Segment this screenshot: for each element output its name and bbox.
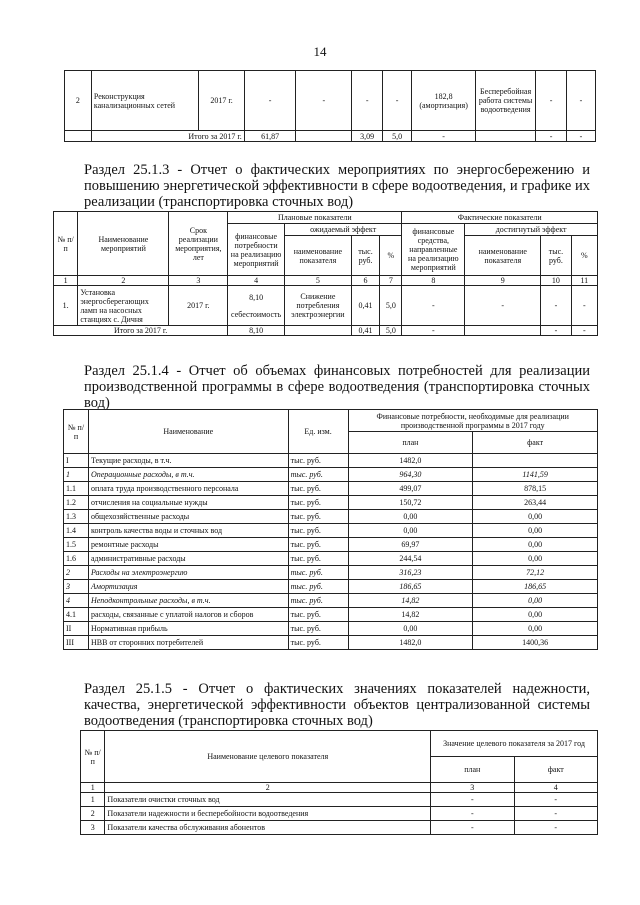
page-number: 14 xyxy=(313,44,327,59)
cell-unit: тыс. руб. xyxy=(288,622,348,636)
plan-funds-note: себестоимость xyxy=(231,309,282,319)
cell: - xyxy=(465,286,541,326)
cell: - xyxy=(571,326,597,336)
cell-name: ремонтные расходы xyxy=(88,538,288,552)
cell-plan: - xyxy=(431,807,514,821)
col-number: 3 xyxy=(431,783,514,793)
col-number: 7 xyxy=(380,276,402,286)
cell-name: Показатели очистки сточных вод xyxy=(105,793,431,807)
cell-name: административные расходы xyxy=(88,552,288,566)
col-number: 2 xyxy=(105,783,431,793)
cell-plan: 1482,0 xyxy=(348,454,473,468)
cell-name: Расходы на электроэнергию xyxy=(88,566,288,580)
col-thousand-rub-2: тыс. руб. xyxy=(541,236,571,276)
table-row xyxy=(64,608,598,622)
cell-name: Амортизация xyxy=(88,580,288,594)
actual-funds: 182,8 (амортизация) xyxy=(412,71,476,131)
cell: - xyxy=(352,71,383,131)
cell-num: 1.5 xyxy=(64,538,89,552)
cell-fact: - xyxy=(514,807,597,821)
cell-plan: 244,54 xyxy=(348,552,473,566)
cell: - xyxy=(402,286,465,326)
cell-num: III xyxy=(64,636,89,650)
cell-unit: тыс. руб. xyxy=(288,566,348,580)
total-row xyxy=(65,131,596,142)
cell-num: 4 xyxy=(64,594,89,608)
col-actual-funds: финансовые средства, направленные на реализацию мероприятий xyxy=(402,224,465,276)
cell-fact: - xyxy=(514,821,597,835)
col-needs: Финансовые потребности, необходимые для реализации производственной программы в 2017 году xyxy=(348,410,598,432)
cell-fact: 1141,59 xyxy=(473,468,598,482)
row-name: Реконструкция канализационных сетей xyxy=(91,71,198,131)
row-indicator: Снижение потребления электроэнергии xyxy=(284,286,351,326)
row-value: 0,41 xyxy=(351,286,379,326)
cell-plan: - xyxy=(431,821,514,835)
col-fact: факт xyxy=(514,757,597,783)
cell-unit: тыс. руб. xyxy=(288,468,348,482)
cell-fact: 878,15 xyxy=(473,482,598,496)
cell-plan: 0,00 xyxy=(348,510,473,524)
total-percent: 5,0 xyxy=(383,131,412,142)
cell-fact: 0,00 xyxy=(473,524,598,538)
col-number: 6 xyxy=(351,276,379,286)
cell: - xyxy=(244,71,296,131)
cell-name: Текущие расходы, в т.ч. xyxy=(88,454,288,468)
col-percent: % xyxy=(380,236,402,276)
col-number: 11 xyxy=(571,276,597,286)
cell: - xyxy=(567,131,596,142)
plan-funds-value: 8,10 xyxy=(249,292,264,302)
col-indicator-2: наименование показателя xyxy=(465,236,541,276)
table-row xyxy=(64,594,598,608)
cell-plan: 14,82 xyxy=(348,608,473,622)
table-row xyxy=(81,807,598,821)
cell: - xyxy=(571,286,597,326)
col-planned: Плановые показатели xyxy=(228,212,402,224)
financial-needs-table xyxy=(63,409,598,650)
cell-unit: тыс. руб. xyxy=(288,524,348,538)
table-row xyxy=(64,482,598,496)
cell-fact: 1400,36 xyxy=(473,636,598,650)
col-number: 1 xyxy=(54,276,78,286)
column-numbers-row xyxy=(81,783,598,793)
reliability-table xyxy=(80,730,598,835)
cell-fact: 263,44 xyxy=(473,496,598,510)
cell-name: Нормативная прибыль xyxy=(88,622,288,636)
cell: - xyxy=(541,286,571,326)
col-plan: план xyxy=(348,432,473,454)
col-number: 5 xyxy=(284,276,351,286)
cell-name: Показатели надежности и бесперебойности водоотведения xyxy=(105,807,431,821)
cell-num: 4.1 xyxy=(64,608,89,622)
col-number: 8 xyxy=(402,276,465,286)
continuation-table xyxy=(64,70,596,142)
cell: - xyxy=(296,71,352,131)
cell-name: оплата труда производственного персонала xyxy=(88,482,288,496)
cell-plan: 1482,0 xyxy=(348,636,473,650)
cell-plan: 964,30 xyxy=(348,468,473,482)
cell-fact: 72,12 xyxy=(473,566,598,580)
cell-unit: тыс. руб. xyxy=(288,496,348,510)
col-number: 2 xyxy=(78,276,169,286)
cell-fact: 0,00 xyxy=(473,552,598,566)
cell-unit: тыс. руб. xyxy=(288,482,348,496)
cell-unit: тыс. руб. xyxy=(288,636,348,650)
table-row xyxy=(64,622,598,636)
row-name: Установка энергосберегающих ламп на насосных станциях с. Дичня xyxy=(78,286,169,326)
table-row xyxy=(64,538,598,552)
section-title xyxy=(84,681,590,729)
cell-plan: 186,65 xyxy=(348,580,473,594)
cell-num: 1 xyxy=(64,468,89,482)
col-value: Значение целевого показателя за 2017 год xyxy=(431,731,598,757)
cell: - xyxy=(536,131,567,142)
cell-num: 1.6 xyxy=(64,552,89,566)
col-actual: Фактические показатели xyxy=(402,212,598,224)
total-value: 0,41 xyxy=(351,326,379,336)
table-row xyxy=(64,524,598,538)
cell-num: 2 xyxy=(81,807,105,821)
section-title xyxy=(84,363,590,411)
col-number: 4 xyxy=(228,276,285,286)
col-num: № п/п xyxy=(64,410,89,454)
total-label: Итого за 2017 г. xyxy=(54,326,228,336)
col-plan: план xyxy=(431,757,514,783)
table-row xyxy=(81,821,598,835)
cell-fact: 0,00 xyxy=(473,510,598,524)
section-title-text: Раздел 25.1.4 - Отчет об объемах финансовых потребностей для реализации производственной программы в сфере водоотведения (транспортировка сточных вод) xyxy=(84,363,590,411)
cell-plan: 316,23 xyxy=(348,566,473,580)
cell-plan: 0,00 xyxy=(348,622,473,636)
table-row xyxy=(64,496,598,510)
table-row xyxy=(65,71,596,131)
cell-plan: 150,72 xyxy=(348,496,473,510)
col-number: 4 xyxy=(514,783,597,793)
cell-plan: 69,97 xyxy=(348,538,473,552)
cell-name: Операционные расходы, в т.ч. xyxy=(88,468,288,482)
col-name: Наименование xyxy=(88,410,288,454)
col-plan-funds: финансовые потребности на реализацию мероприятий xyxy=(228,224,285,276)
col-number: 1 xyxy=(81,783,105,793)
cell-name: Показатели качества обслуживания абонентов xyxy=(105,821,431,835)
cell: - xyxy=(567,71,596,131)
cell: - xyxy=(402,326,465,336)
cell-unit: тыс. руб. xyxy=(288,538,348,552)
cell: - xyxy=(536,71,567,131)
row-period: 2017 г. xyxy=(199,71,244,131)
col-achieved-effect: достигнутый эффект xyxy=(465,224,598,236)
col-period: Срок реализации мероприятия, лет xyxy=(169,212,228,276)
col-num: № п/п xyxy=(81,731,105,783)
cell-name: общехозяйственные расходы xyxy=(88,510,288,524)
cell-num: 1.1 xyxy=(64,482,89,496)
col-expected-effect: ожидаемый эффект xyxy=(284,224,402,236)
cell-unit: тыс. руб. xyxy=(288,580,348,594)
table-row xyxy=(64,566,598,580)
col-name: Наименование целевого показателя xyxy=(105,731,431,783)
cell-num: II xyxy=(64,622,89,636)
table-row xyxy=(64,468,598,482)
cell-plan: 0,00 xyxy=(348,524,473,538)
cell-name: Неподконтрольные расходы, в т.ч. xyxy=(88,594,288,608)
table-row xyxy=(81,793,598,807)
cell: - xyxy=(383,71,412,131)
row-percent: 5,0 xyxy=(380,286,402,326)
cell-unit: тыс. руб. xyxy=(288,510,348,524)
cell-num: 3 xyxy=(81,821,105,835)
col-unit: Ед. изм. xyxy=(288,410,348,454)
cell-num: 1 xyxy=(81,793,105,807)
col-num: № п/п xyxy=(54,212,78,276)
table-row xyxy=(64,552,598,566)
col-percent-2: % xyxy=(571,236,597,276)
col-fact: факт xyxy=(473,432,598,454)
cell-num: I xyxy=(64,454,89,468)
cell-fact xyxy=(473,454,598,468)
cell-unit: тыс. руб. xyxy=(288,608,348,622)
total-plan-funds: 8,10 xyxy=(228,326,285,336)
cell-name: контроль качества воды и сточных вод xyxy=(88,524,288,538)
total-actual-funds: - xyxy=(412,131,476,142)
cell-name: НВВ от сторонних потребителей xyxy=(88,636,288,650)
col-number: 9 xyxy=(465,276,541,286)
table-row xyxy=(64,510,598,524)
row-plan-funds xyxy=(228,286,285,326)
section-title xyxy=(84,162,590,210)
cell-plan: 14,82 xyxy=(348,594,473,608)
cell-unit: тыс. руб. xyxy=(288,552,348,566)
cell-num: 1.2 xyxy=(64,496,89,510)
col-indicator: наименование показателя xyxy=(284,236,351,276)
col-name: Наименование мероприятий xyxy=(78,212,169,276)
table-row xyxy=(54,286,598,326)
energy-saving-table xyxy=(53,211,598,336)
total-label: Итого за 2017 г. xyxy=(91,131,244,142)
section-title-text: Раздел 25.1.5 - Отчет о фактических значениях показателей надежности, качества, энергетической эффективности объектов централизованной системы водоотведения (транспортировка сточных вод) xyxy=(84,681,590,729)
cell-num: 1.4 xyxy=(64,524,89,538)
table-row xyxy=(64,636,598,650)
row-num: 2 xyxy=(65,71,92,131)
cell-unit: тыс. руб. xyxy=(288,594,348,608)
cell-unit: тыс. руб. xyxy=(288,454,348,468)
cell-plan: 499,07 xyxy=(348,482,473,496)
cell-num: 1.3 xyxy=(64,510,89,524)
table-row xyxy=(64,454,598,468)
cell-fact: 186,65 xyxy=(473,580,598,594)
cell-num: 2 xyxy=(64,566,89,580)
cell-fact: 0,00 xyxy=(473,622,598,636)
row-num: 1. xyxy=(54,286,78,326)
cell-num: 3 xyxy=(64,580,89,594)
total-percent: 5,0 xyxy=(380,326,402,336)
cell-fact: 0,00 xyxy=(473,608,598,622)
cell-name: расходы, связанные с уплатой налогов и сборов xyxy=(88,608,288,622)
total-value: 3,09 xyxy=(352,131,383,142)
cell: - xyxy=(541,326,571,336)
total-plan-funds: 61,87 xyxy=(244,131,296,142)
actual-effect: Бесперебойная работа системы водоотведения xyxy=(476,71,536,131)
cell-fact: - xyxy=(514,793,597,807)
cell-name: отчисления на социальные нужды xyxy=(88,496,288,510)
col-thousand-rub: тыс. руб. xyxy=(351,236,379,276)
column-numbers-row xyxy=(54,276,598,286)
row-period: 2017 г. xyxy=(169,286,228,326)
col-number: 3 xyxy=(169,276,228,286)
table-row xyxy=(64,580,598,594)
total-row xyxy=(54,326,598,336)
cell-fact: 0,00 xyxy=(473,594,598,608)
cell-fact: 0,00 xyxy=(473,538,598,552)
section-title-text: Раздел 25.1.3 - Отчет о фактических мероприятиях по энергосбережению и повышению энергетической эффективности в сфере водоотведения, и графике их реализации (транспортировка сточных вод) xyxy=(84,162,590,210)
cell-plan: - xyxy=(431,793,514,807)
col-number: 10 xyxy=(541,276,571,286)
